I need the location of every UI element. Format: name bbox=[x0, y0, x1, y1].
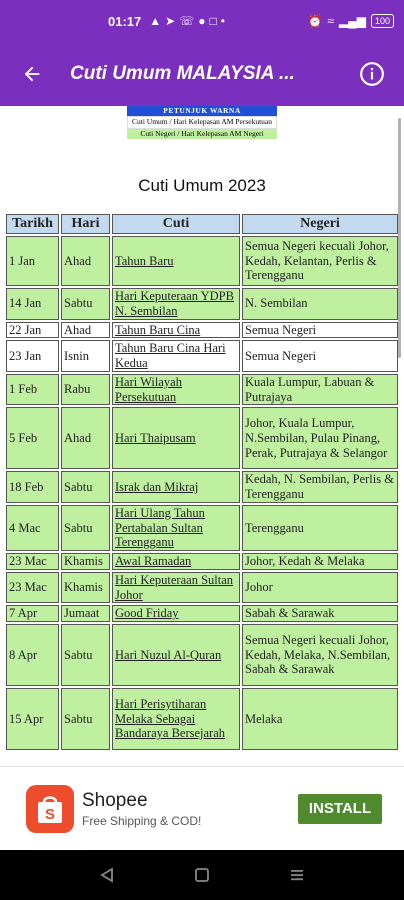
notification-icons bbox=[149, 14, 225, 28]
ad-text bbox=[82, 790, 298, 828]
holiday-link[interactable]: Hari Keputeraan Sultan Johor bbox=[112, 572, 240, 604]
telegram-icon: ➤ bbox=[165, 14, 176, 28]
holiday-link[interactable]: Good Friday bbox=[112, 605, 240, 622]
table-row bbox=[6, 322, 398, 339]
nav-home-button[interactable] bbox=[187, 860, 217, 890]
map-icon: ▲ bbox=[149, 14, 162, 28]
cell-day: Jumaat bbox=[61, 605, 110, 622]
header-day: Hari bbox=[61, 214, 110, 234]
cell-states: Terengganu bbox=[242, 505, 398, 551]
cell-day: Khamis bbox=[61, 553, 110, 570]
table-row bbox=[6, 471, 398, 503]
battery-icon: 100 bbox=[371, 14, 394, 28]
home-square-icon bbox=[194, 867, 210, 883]
cell-date: 15 Apr bbox=[6, 688, 59, 750]
cell-date: 7 Apr bbox=[6, 605, 59, 622]
legend-federal: Cuti Umum / Hari Kelepasan AM Persekutuan bbox=[127, 116, 277, 129]
cell-states: Sabah & Sarawak bbox=[242, 605, 398, 622]
cell-day: Khamis bbox=[61, 572, 110, 604]
menu-lines-icon bbox=[289, 867, 305, 883]
cell-day: Rabu bbox=[61, 374, 110, 406]
shopee-bag-icon bbox=[26, 785, 74, 833]
wifi-icon: ≈ bbox=[327, 14, 334, 28]
table-row bbox=[6, 288, 398, 320]
table-header-row bbox=[6, 214, 398, 234]
more-dots-icon: • bbox=[220, 14, 225, 28]
cell-states: Semua Negeri kecuali Johor, Kedah, Melaka, N.Sembilan, Sabah & Sarawak bbox=[242, 624, 398, 686]
system-icons bbox=[307, 14, 394, 28]
holiday-link[interactable]: Tahun Baru bbox=[112, 236, 240, 286]
table-row bbox=[6, 624, 398, 686]
cell-date: 23 Jan bbox=[6, 340, 59, 372]
cell-date: 8 Apr bbox=[6, 624, 59, 686]
arrow-left-icon bbox=[21, 63, 43, 85]
holiday-link[interactable]: Awal Ramadan bbox=[112, 553, 240, 570]
cell-states: Kedah, N. Sembilan, Perlis & Terengganu bbox=[242, 471, 398, 503]
color-legend bbox=[127, 106, 277, 139]
holiday-link[interactable]: Hari Ulang Tahun Pertabalan Sultan Terengganu bbox=[112, 505, 240, 551]
nav-back-button[interactable] bbox=[92, 860, 122, 890]
table-row bbox=[6, 553, 398, 570]
alarm-icon: ⏰ bbox=[307, 14, 323, 28]
table-row bbox=[6, 505, 398, 551]
holiday-link[interactable]: Tahun Baru Cina bbox=[112, 322, 240, 339]
cell-day: Isnin bbox=[61, 340, 110, 372]
cell-date: 1 Jan bbox=[6, 236, 59, 286]
cell-day: Ahad bbox=[61, 322, 110, 339]
cell-date: 14 Jan bbox=[6, 288, 59, 320]
holiday-link[interactable]: Hari Thaipusam bbox=[112, 407, 240, 469]
square-icon: □ bbox=[209, 14, 217, 28]
scrollbar[interactable] bbox=[398, 118, 401, 358]
ad-subtitle: Free Shipping & COD! bbox=[82, 813, 202, 828]
nav-recents-button[interactable] bbox=[282, 860, 312, 890]
install-button[interactable]: INSTALL bbox=[298, 794, 382, 824]
holiday-link[interactable]: Hari Nuzul Al-Quran bbox=[112, 624, 240, 686]
whatsapp-icon: ☏ bbox=[179, 14, 195, 28]
header-date: Tarikh bbox=[6, 214, 59, 234]
holiday-content[interactable] bbox=[0, 106, 404, 766]
holiday-table bbox=[4, 212, 400, 752]
table-row bbox=[6, 374, 398, 406]
svg-text:S: S bbox=[44, 805, 56, 823]
cell-date: 23 Mac bbox=[6, 553, 59, 570]
cell-date: 18 Feb bbox=[6, 471, 59, 503]
cell-date: 5 Feb bbox=[6, 407, 59, 469]
table-row bbox=[6, 340, 398, 372]
page-title: Cuti Umum 2023 bbox=[138, 176, 266, 195]
ad-banner[interactable] bbox=[0, 766, 404, 850]
cell-states: Kuala Lumpur, Labuan & Putrajaya bbox=[242, 374, 398, 406]
info-button[interactable] bbox=[352, 54, 392, 94]
holiday-link[interactable]: Israk dan Mikraj bbox=[112, 471, 240, 503]
cell-states: Johor, Kuala Lumpur, N.Sembilan, Pulau Pinang, Perak, Putrajaya & Selangor bbox=[242, 407, 398, 469]
table-row bbox=[6, 605, 398, 622]
header-holiday: Cuti bbox=[112, 214, 240, 234]
table-row bbox=[6, 688, 398, 750]
status-bar bbox=[0, 0, 404, 42]
cell-states: Semua Negeri kecuali Johor, Kedah, Kelantan, Perlis & Terengganu bbox=[242, 236, 398, 286]
cell-states: Melaka bbox=[242, 688, 398, 750]
cell-day: Ahad bbox=[61, 236, 110, 286]
holiday-link[interactable]: Hari Wilayah Persekutuan bbox=[112, 374, 240, 406]
cell-day: Sabtu bbox=[61, 471, 110, 503]
messenger-icon: ● bbox=[198, 14, 206, 28]
holiday-link[interactable]: Hari Keputeraan YDPB N. Sembilan bbox=[112, 288, 240, 320]
header-states: Negeri bbox=[242, 214, 398, 234]
app-bar bbox=[0, 42, 404, 106]
cell-date: 22 Jan bbox=[6, 322, 59, 339]
back-button[interactable] bbox=[12, 54, 52, 94]
status-time: 01:17 bbox=[108, 13, 142, 29]
legend-header: PETUNJUK WARNA bbox=[127, 106, 277, 116]
signal-icon: ▂▄▆ bbox=[339, 14, 366, 28]
table-row bbox=[6, 236, 398, 286]
navigation-bar bbox=[0, 850, 404, 900]
cell-day: Sabtu bbox=[61, 288, 110, 320]
ad-title: Shopee bbox=[82, 789, 148, 811]
info-icon bbox=[359, 61, 385, 87]
cell-day: Ahad bbox=[61, 407, 110, 469]
app-title: Cuti Umum MALAYSIA ... bbox=[70, 63, 295, 84]
table-row bbox=[6, 572, 398, 604]
cell-states: Semua Negeri bbox=[242, 322, 398, 339]
cell-date: 23 Mac bbox=[6, 572, 59, 604]
cell-day: Sabtu bbox=[61, 505, 110, 551]
cell-day: Sabtu bbox=[61, 688, 110, 750]
table-row bbox=[6, 407, 398, 469]
cell-date: 4 Mac bbox=[6, 505, 59, 551]
cell-day: Sabtu bbox=[61, 624, 110, 686]
holiday-link[interactable]: Hari Perisytiharan Melaka Sebagai Bandaraya Bersejarah bbox=[112, 688, 240, 750]
cell-states: Johor bbox=[242, 572, 398, 604]
triangle-back-icon bbox=[100, 867, 114, 883]
cell-states: Semua Negeri bbox=[242, 340, 398, 372]
cell-date: 1 Feb bbox=[6, 374, 59, 406]
cell-states: Johor, Kedah & Melaka bbox=[242, 553, 398, 570]
cell-states: N. Sembilan bbox=[242, 288, 398, 320]
holiday-link[interactable]: Tahun Baru Cina Hari Kedua bbox=[112, 340, 240, 372]
legend-state: Cuti Negeri / Hari Kelepasan AM Negeri bbox=[127, 129, 277, 140]
